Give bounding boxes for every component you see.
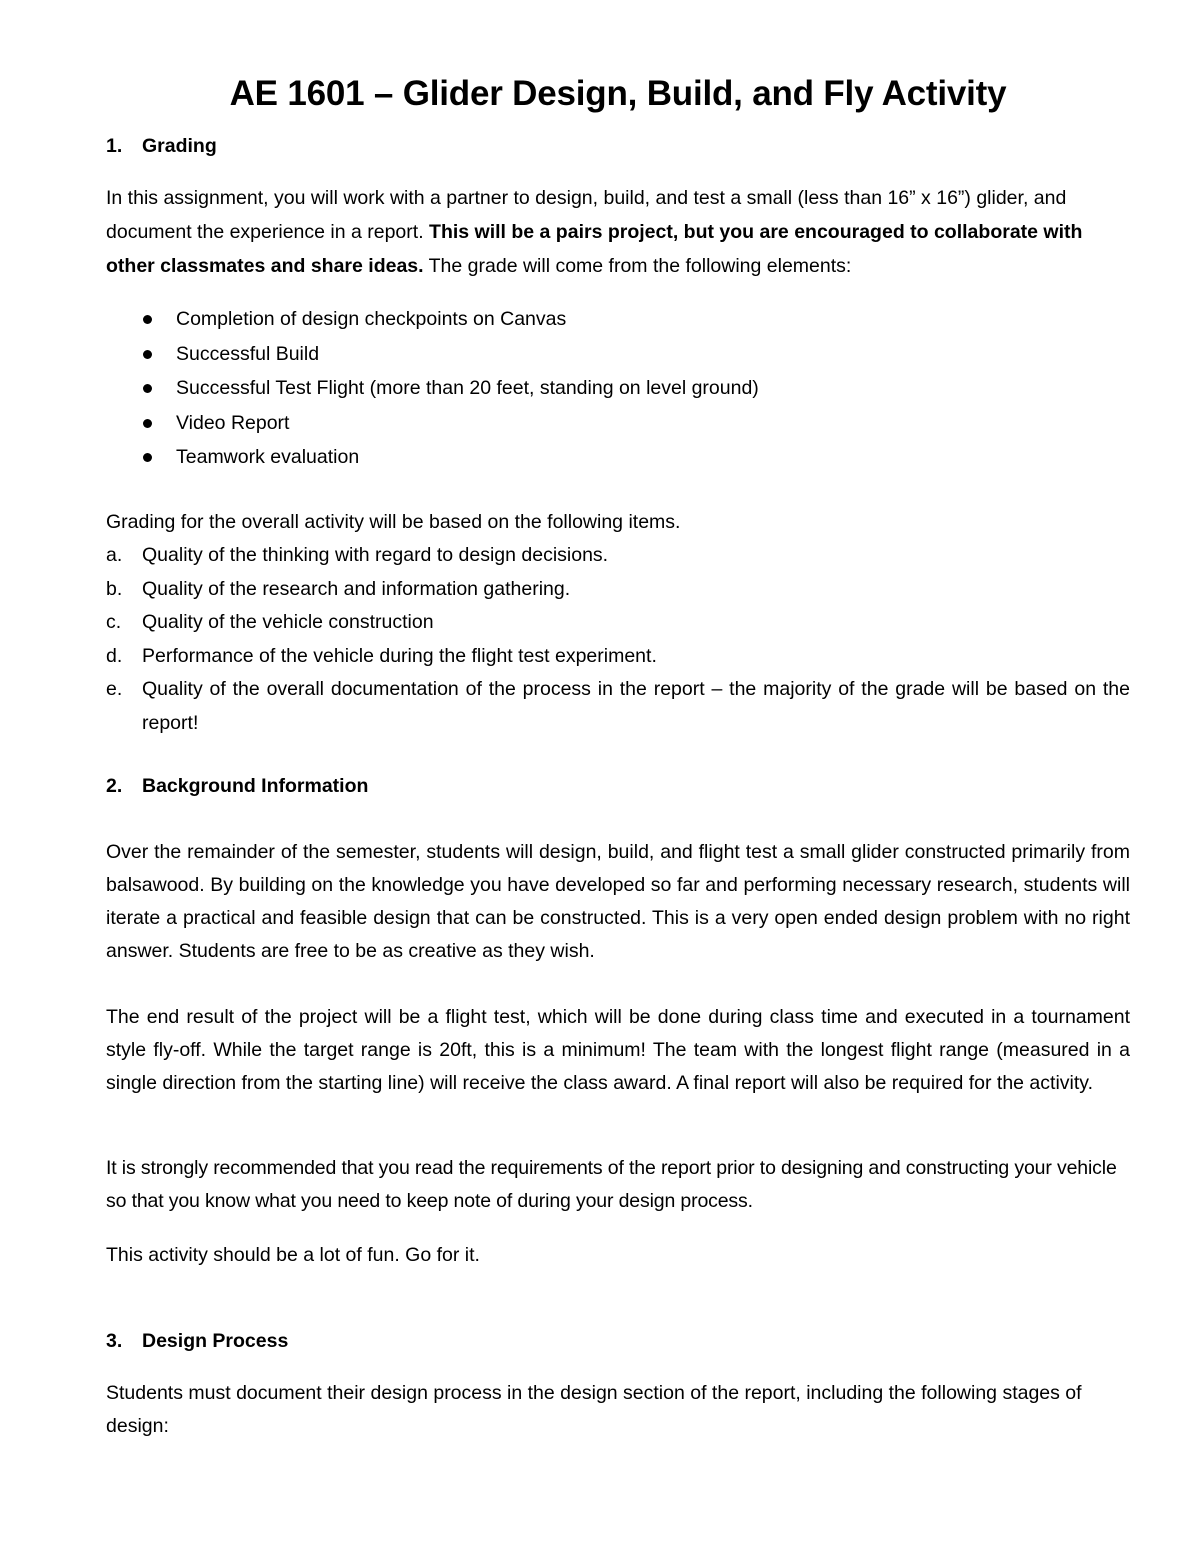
list-item bbox=[106, 306, 1130, 341]
list-item-text: Quality of the vehicle construction bbox=[142, 611, 434, 633]
list-marker: b. bbox=[106, 577, 123, 600]
list-item bbox=[106, 341, 1130, 376]
section-number: 3. bbox=[106, 1330, 123, 1352]
list-item-text: Quality of the overall documentation of the process in the report – the majority of the grade will be based on the report! bbox=[142, 678, 1130, 734]
section-number: 2. bbox=[106, 775, 123, 797]
list-item-text: Performance of the vehicle during the flight test experiment. bbox=[142, 644, 657, 667]
list-item bbox=[106, 640, 1130, 674]
grading-elements-list bbox=[106, 306, 1130, 479]
list-item bbox=[106, 673, 1130, 740]
bullet-icon bbox=[143, 384, 152, 393]
list-item-text: Video Report bbox=[176, 411, 290, 434]
list-item bbox=[106, 539, 1130, 573]
list-item-text: Successful Test Flight (more than 20 feet, standing on level ground) bbox=[176, 377, 759, 399]
list-marker: e. bbox=[106, 678, 123, 700]
section-heading-design-process bbox=[106, 1329, 288, 1353]
section-title: Design Process bbox=[142, 1330, 289, 1352]
grading-intro-paragraph bbox=[106, 181, 1130, 283]
list-item-text: Teamwork evaluation bbox=[176, 446, 360, 468]
background-paragraph-1: Over the remainder of the semester, students will design, build, and flight test a small glider constructed primarily from balsawood. By building on the knowledge you have developed so far and performing necessary research, students will iterate a practical and feasible design that can be constructed. This is a very open ended design problem with no right answer. Students are free to be as creative as they wish. bbox=[106, 841, 1130, 962]
section-number: 1. bbox=[106, 135, 123, 157]
document-title: AE 1601 – Glider Design, Build, and Fly Activity bbox=[229, 74, 1007, 113]
grading-intro-bold-text: This will be a pairs project, but you are encouraged to collaborate with other classmates and share ideas. bbox=[106, 221, 1083, 277]
list-marker: d. bbox=[106, 644, 123, 667]
grading-intro-text-end: The grade will come from the following elements: bbox=[423, 255, 852, 277]
list-item-text: Quality of the thinking with regard to design decisions. bbox=[142, 544, 609, 566]
list-item bbox=[106, 606, 1130, 640]
list-item-text: Quality of the research and information gathering. bbox=[142, 577, 571, 600]
grading-intro-text: In this assignment, you will work with a partner to design, build, and test a small (less than 16” x 16”) glider, and document the experience in a report. bbox=[106, 187, 1067, 243]
list-item bbox=[106, 444, 1130, 479]
list-item bbox=[106, 573, 1130, 607]
section-title: Grading bbox=[142, 135, 217, 157]
background-paragraph-2: The end result of the project will be a flight test, which will be done during class time and executed in a tournament style fly-off. While the target range is 20ft, this is a minimum! The team with the longest flight range (measured in a single direction from the starting line) will receive the class award. A final report will also be required for the activity. bbox=[106, 1006, 1130, 1094]
section-heading-grading bbox=[106, 134, 217, 158]
bullet-icon bbox=[143, 350, 152, 359]
list-item bbox=[106, 410, 1130, 445]
section-heading-background bbox=[106, 774, 368, 798]
bullet-icon bbox=[143, 315, 152, 324]
design-process-intro: Students must document their design process in the design section of the report, including the following stages of design: bbox=[106, 1382, 1082, 1437]
bullet-icon bbox=[143, 453, 152, 462]
list-item-text: Successful Build bbox=[176, 342, 320, 365]
background-paragraph-4: This activity should be a lot of fun. Go for it. bbox=[106, 1244, 480, 1266]
list-marker: a. bbox=[106, 544, 123, 566]
grading-criteria-list bbox=[106, 539, 1130, 740]
list-marker: c. bbox=[106, 611, 122, 633]
section-title: Background Information bbox=[142, 775, 369, 797]
grading-overall-intro: Grading for the overall activity will be based on the following items. bbox=[106, 511, 681, 533]
list-item-text: Completion of design checkpoints on Canvas bbox=[176, 308, 567, 330]
background-paragraph-3: It is strongly recommended that you read the requirements of the report prior to designing and constructing your vehicle so that you know what you need to keep note of during your design process. bbox=[106, 1157, 1117, 1212]
bullet-icon bbox=[143, 419, 152, 428]
list-item bbox=[106, 375, 1130, 410]
